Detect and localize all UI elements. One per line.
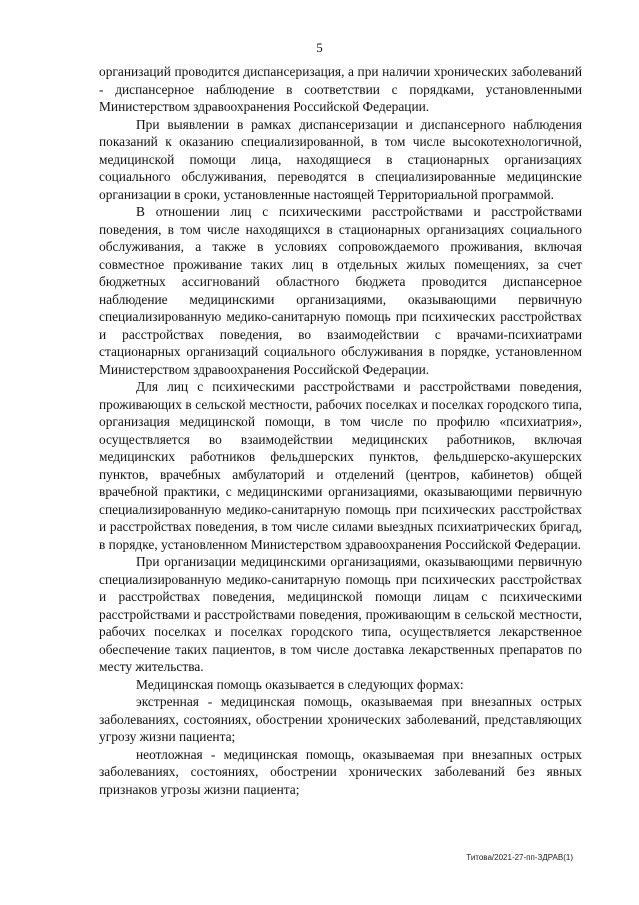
paragraph: При выявлении в рамках диспансеризации и диспансерного наблюдения показаний к оказанию специализированной, в том числе высокотехнологичной, медицинской помощи лица, находящиеся в стационарных организациях социального обслуживания, переводятся в специализированные медицинские организации в сроки, установленные настоящей Территориальной программой. (99, 116, 582, 202)
document-body (99, 63, 582, 798)
paragraph: Медицинская помощь оказывается в следующих формах: (136, 676, 464, 692)
page-number: 5 (316, 40, 323, 55)
paragraph: организаций проводится диспансеризация, а при наличии хронических заболеваний - диспансерное наблюдение в соответствии с порядками, установленными Министерством здравоохранения Российской Федерации. (99, 64, 582, 114)
paragraph: неотложная - медицинская помощь, оказываемая при внезапных острых заболеваниях, состояниях, обострении хронических заболеваний без явных признаков угрозы жизни пациента; (99, 746, 582, 797)
paragraph: В отношении лиц с психическими расстройствами и расстройствами поведения, в том числе находящихся в стационарных организациях социального обслуживания, а также в условиях сопровождаемого проживания, включая совместное проживание таких лиц в отдельных жилых помещениях, за счет бюджетных ассигнований областного бюджета проводится диспансерное наблюдение медицинскими организациями, оказывающими первичную специализированную медико-санитарную помощь при психических расстройствах и расстройствах поведения, во взаимодействии с врачами-психиатрами стационарных организаций социального обслуживания в порядке, установленном Министерством здравоохранения Российской Федерации. (99, 204, 582, 377)
paragraph: При организации медицинскими организациями, оказывающими первичную специализированную медико-санитарную помощь при психических расстройствах и расстройствах поведения, медицинской помощи лицам с психическими расстройствами и расстройствами поведения, проживающим в сельской местности, рабочих поселках и поселках городского типа, осуществляется лекарственное обеспечение таких пациентов, в том числе доставка лекарственных препаратов по месту жительства. (99, 554, 582, 674)
paragraph: Для лиц с психическими расстройствами и расстройствами поведения, проживающих в сельской местности, рабочих поселках и поселках городского типа, организация медицинской помощи, в том числе по профилю «психиатрия», осуществляется во взаимодействии медицинских работников, включая медицинских работников фельдшерских пунктов, фельдшерско-акушерских пунктов, врачебных амбулаторий и отделений (центров, кабинетов) общей врачебной практики, с медицинскими организациями, оказывающими первичную специализированную медико-санитарную помощь при психических расстройствах и расстройствах поведения, в том числе силами выездных психиатрических бригад, в порядке, установленном Министерством здравоохранения Российской Федерации. (99, 379, 582, 552)
paragraph: экстренная - медицинская помощь, оказываемая при внезапных острых заболеваниях, состояниях, обострении хронических заболеваний, представляющих угрозу жизни пациента; (99, 694, 582, 744)
footer-document-code: Титова/2021-27-пп-ЗДРАВ(1) (466, 853, 573, 862)
